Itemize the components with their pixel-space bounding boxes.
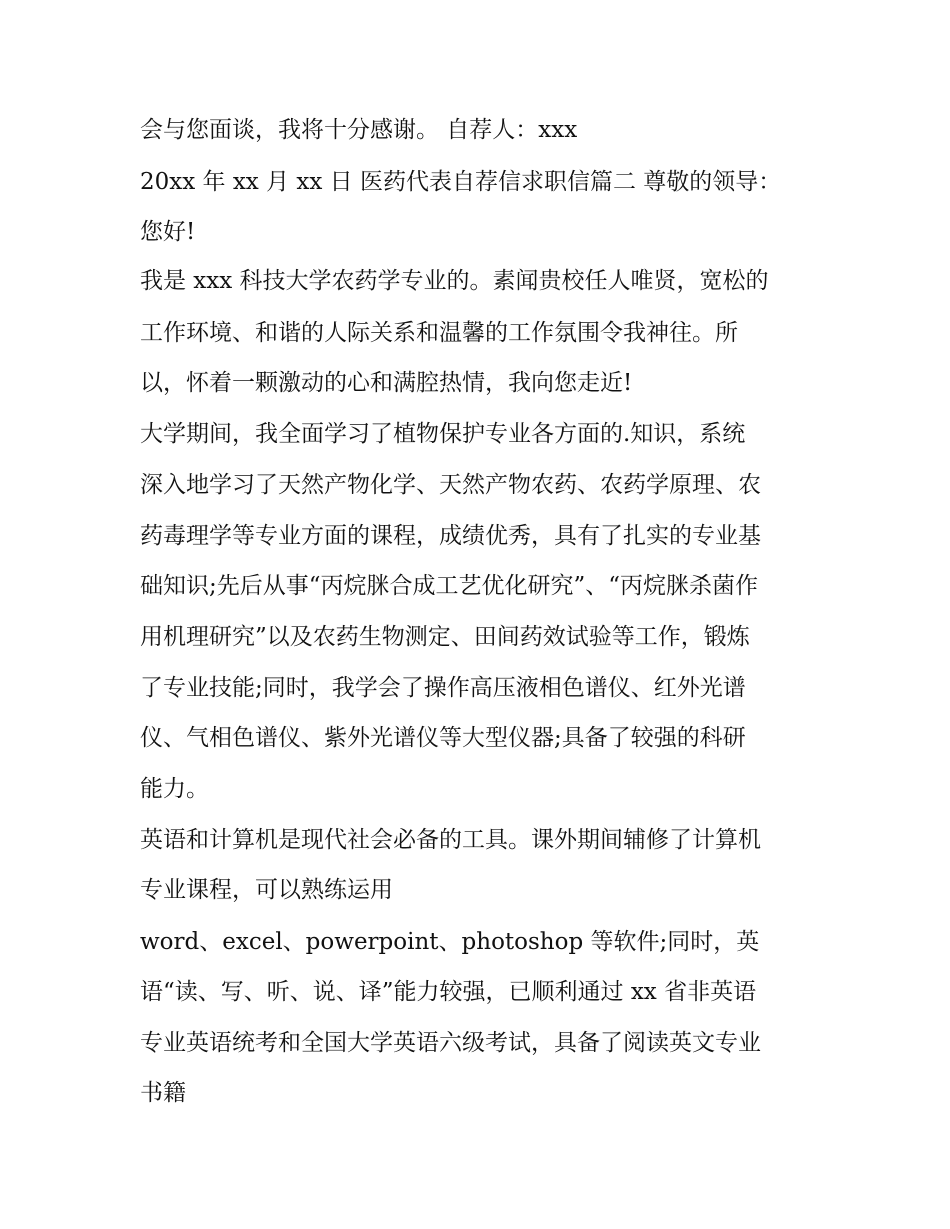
text-line: 会与您面谈，我将十分感谢。 自荐人：xxx	[140, 117, 578, 143]
text-line: 能力。	[140, 776, 209, 802]
text-line: 专业英语统考和全国大学英语六级考试，具备了阅读英文专业	[140, 1030, 761, 1056]
text-line: 专业课程，可以熟练运用	[140, 877, 393, 903]
text-line: 药毒理学等专业方面的课程，成绩优秀，具有了扎实的专业基	[140, 523, 761, 549]
text-line: 大学期间，我全面学习了植物保护专业各方面的.知识，系统	[140, 421, 746, 447]
text-line: 英语和计算机是现代社会必备的工具。课外期间辅修了计算机	[140, 827, 761, 853]
text-line: 工作环境、和谐的人际关系和温馨的工作氛围令我神往。所	[140, 320, 738, 346]
text-line: 础知识;先后从事“丙烷脒合成工艺优化研究”、“丙烷脒杀菌作	[140, 573, 759, 599]
text-line: 仪、气相色谱仪、紫外光谱仪等大型仪器;具备了较强的科研	[140, 725, 746, 751]
text-line: 了专业技能;同时，我学会了操作高压液相色谱仪、红外光谱	[140, 675, 746, 701]
text-line: 语“读、写、听、说、译”能力较强，已顺利通过 xx 省非英语	[140, 979, 757, 1005]
text-line: 书籍	[140, 1080, 186, 1106]
text-line: 用机理研究”以及农药生物测定、田间药效试验等工作，锻炼	[140, 624, 750, 650]
text-line: word、excel、powerpoint、photoshop 等软件;同时，英	[140, 929, 760, 955]
text-line: 以，怀着一颗激动的心和满腔热情，我向您走近!	[140, 370, 633, 396]
text-line: 20xx 年 xx 月 xx 日 医药代表自荐信求职信篇二 尊敬的领导：	[140, 169, 782, 195]
text-line: 我是 xxx 科技大学农药学专业的。素闻贵校任人唯贤，宽松的	[140, 268, 769, 294]
text-line: 深入地学习了天然产物化学、天然产物农药、农药学原理、农	[140, 472, 761, 498]
text-line: 您好!	[140, 219, 196, 245]
